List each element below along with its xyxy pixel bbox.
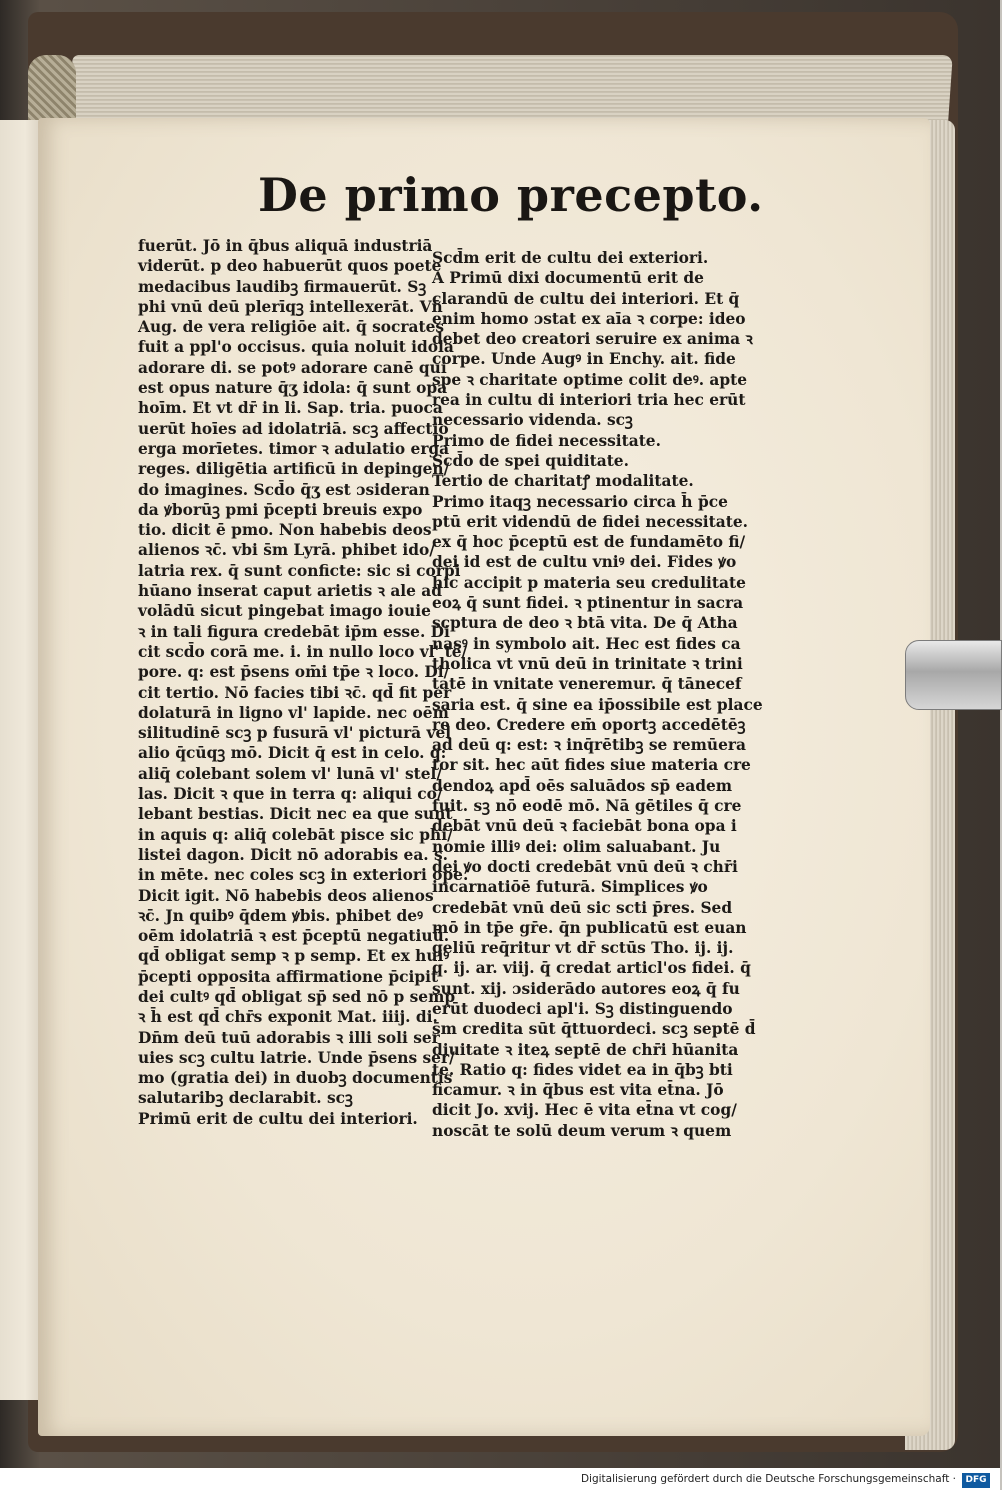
text-line: rea in cultu di interiori tria hec erūt xyxy=(432,391,746,410)
text-line: adorare di. se potꝰ adorare canē qui xyxy=(138,358,447,377)
text-line: fuit a ppl'o occisus. quia noluit idola xyxy=(138,338,454,357)
text-column-left xyxy=(138,236,469,1129)
text-line: tatē in vnitate veneremur. q̄ tānecef xyxy=(432,675,742,694)
text-line: corpe. Unde Augꝰ in Enchy. ait. fide xyxy=(432,350,736,369)
text-line: scptura de deo ꝛ btā vita. De q̄ Atha xyxy=(432,614,738,633)
text-line: in aquis q: aliq̄ colebāt pisce sic phi/ xyxy=(138,825,453,844)
text-line: uerūt hoīes ad idolatriā. scꝫ affectio xyxy=(138,419,449,438)
text-line: dei ꝟo docti credebāt vnū deū ꝛ chr̄i xyxy=(432,857,738,876)
text-line: enim homo ɔstat ex aīa ꝛ corpe: ideo xyxy=(432,309,746,328)
text-line: Primo itaqꝫ necessario circa h̄ p̄ce xyxy=(432,492,728,511)
text-line: qd̄ obligat semp ꝛ p semp. Et ex huiꝰ xyxy=(138,947,450,966)
text-line: incarnatiōē futurā. Simplices ꝟo xyxy=(432,878,708,897)
text-line: hoīm. Et vt dr̄ in li. Sap. tria. puoca xyxy=(138,399,443,418)
text-line: volādū sicut pingebat imago iouie xyxy=(138,602,431,621)
text-line: dendoꝝ apd̄ oēs saluādos sp̄ eadem xyxy=(432,776,733,795)
text-line: oēm idolatriā ꝛ est p̄ceptū negatiuū. xyxy=(138,927,450,946)
footer-credit: Digitalisierung gefördert durch die Deutsche Forschungsgemeinschaft · xyxy=(580,1473,956,1485)
text-line: clarandū de cultu dei interiori. Et q̄ xyxy=(432,289,740,308)
text-line: ficamur. ꝛ in q̄bus est vita et̄na. Jō xyxy=(432,1081,724,1100)
text-line: est opus nature q̄ʒ idola: q̄ sunt opa xyxy=(138,379,448,398)
text-line: erūt duodeci apl'i. Sꝫ distinguendo xyxy=(432,999,733,1018)
text-line: tor sit. hec aūt fides siue materia cre xyxy=(432,756,751,775)
text-line: mō in tp̄e gr̄e. q̄n publicatū est euan xyxy=(432,918,747,937)
text-line: reges. diligētia artificū in depingen/ xyxy=(138,460,450,479)
text-line: sunt. xij. ɔsiderādo autores eoꝝ q̄ fu xyxy=(432,979,740,998)
digitization-footer xyxy=(0,1468,1000,1490)
text-line: latria rex. q̄ sunt conficte: sic si corpi xyxy=(138,561,461,580)
text-line: pore. q: est p̄sens om̄i tp̄e ꝛ loco. Di/ xyxy=(138,663,450,682)
text-line: dei id est de cultu vniꝰ dei. Fides ꝟo xyxy=(432,553,737,572)
text-line: tio. dicit ē pmo. Non habebis deos xyxy=(138,521,432,540)
text-line: hūano inserat caput arietis ꝛ ale ad xyxy=(138,582,443,601)
text-line: las. Dicit ꝛ que in terra q: aliqui co/ xyxy=(138,785,443,804)
text-line: s̄m credita sūt q̄ttuordeci. scꝫ septē d̄ xyxy=(432,1020,756,1039)
left-page-edge xyxy=(0,120,42,1400)
text-line: silitudinē scꝫ p fusurā vl' picturā vel xyxy=(138,724,452,743)
text-line: erga morīetes. timor ꝛ adulatio erga xyxy=(138,439,450,458)
text-line: mo (gratia dei) in duobꝫ documentis xyxy=(138,1069,453,1088)
text-line: Dicit igit. Nō habebis deos alienos xyxy=(138,886,434,905)
text-line: tholica vt vnū deū in trinitate ꝛ trini xyxy=(432,654,743,673)
text-line: cit scd̄o corā me. i. in nullo loco vl' tē/ xyxy=(138,642,468,661)
text-line: phi vnū deū plerīqꝫ intellexerāt. Vn̄ xyxy=(138,297,443,316)
bookmark-ribbon xyxy=(28,55,76,125)
text-line: nasꝰ in symbolo ait. Hec est fides ca xyxy=(432,634,741,653)
text-line: lebant bestias. Dicit nec ea que sunt xyxy=(138,805,453,824)
text-line: A Primū dixi documentū erit de xyxy=(432,269,704,288)
text-line: dicit Jo. xvij. Hec ē vita et̄na vt cog/ xyxy=(432,1101,737,1120)
text-line: dei cultꝰ qd̄ obligat sp̄ sed nō p semp xyxy=(138,987,456,1006)
text-line: te. Ratio q: fides videt ea in q̄bꝫ bti xyxy=(432,1060,733,1079)
text-line: cit tertio. Nō facies tibi ꝛc̄. qd̄ fit per xyxy=(138,683,452,702)
text-line: do imagines. Scd̄o q̄ʒ est ɔsideran xyxy=(138,480,430,499)
text-line: listei dagon. Dicit nō adorabis ea. s. xyxy=(138,845,449,864)
text-line: fuerūt. Jō in q̄bus aliquā industriā xyxy=(138,237,433,255)
text-line: necessario videnda. scꝫ xyxy=(432,411,633,430)
text-line: ꝛ in tali figura credebāt ip̄m esse. Di xyxy=(138,622,450,641)
text-line: ꝛc̄. Jn quibꝰ q̄dem ꝟbis. phibet deꝰ xyxy=(138,906,423,925)
text-line: ex q̄ hoc p̄ceptū est de fundamēto fi/ xyxy=(432,533,746,552)
text-line: diuitate ꝛ iteꝝ septē de chr̄i hūanita xyxy=(432,1040,739,1059)
text-line: spe ꝛ charitate optime colit deꝰ. apte xyxy=(432,370,748,389)
text-line: debāt vnū deū ꝛ faciebāt bona opa i xyxy=(432,817,737,836)
text-line: debet deo creatori seruire ex anima ꝛ xyxy=(432,330,753,349)
text-line: Scd̄o de spei quiditate. xyxy=(432,451,629,470)
text-line: credebāt vnū deū sic scti p̄res. Sed xyxy=(432,898,733,917)
text-line: in mēte. nec coles scꝫ in exteriori ope. xyxy=(138,866,469,885)
text-line: hic accipit p materia seu credulitate xyxy=(432,573,746,592)
text-line: q. ij. ar. viij. q̄ credat articl'os fidei. q̄ xyxy=(432,959,751,978)
text-line: geliū req̄ritur vt dr̄ sctūs Tho. ij. ij. xyxy=(432,939,734,958)
text-line: da ꝟborūꝫ pmi p̄cepti breuis expo xyxy=(138,500,423,519)
text-line: re deo. Credere em̄ oportꝫ accedētēꝫ xyxy=(432,715,746,734)
text-line: viderūt. p deo habuerūt quos poete xyxy=(138,257,442,276)
text-line: uies scꝫ cultu latrie. Unde p̄sens ser/ xyxy=(138,1048,455,1067)
book-clasp xyxy=(905,640,1002,710)
text-line: salutaribꝫ declarabit. scꝫ xyxy=(138,1089,353,1108)
text-line: ptū erit videndū de fidei necessitate. xyxy=(432,512,748,531)
dfg-logo: DFG xyxy=(962,1473,990,1488)
text-line: Aug. de vera religiōe ait. q̄ socrates xyxy=(138,318,445,337)
text-line: p̄cepti opposita affirmatione p̄cipit xyxy=(138,967,439,986)
text-line: medacibus laudibꝫ firmauerūt. Sꝫ xyxy=(138,277,427,296)
text-line: aliq̄ colebant solem vl' lunā vl' stel/ xyxy=(138,764,442,783)
text-line: Primū erit de cultu dei interiori. xyxy=(138,1109,418,1128)
text-line: Tertio de charitatꝭ modalitate. xyxy=(432,472,694,491)
text-line: fuit. sꝫ nō eodē mō. Nā gētiles q̄ cre xyxy=(432,797,742,816)
text-line: dolaturā in ligno vl' lapide. nec oēm xyxy=(138,703,449,722)
text-line: alio q̄cūqꝫ mō. Dicit q̄ est in celo. q: xyxy=(138,744,447,763)
page-title: De primo precepto. xyxy=(258,168,764,222)
text-line: ꝛ h̄ est qd̄ chr̄s exponit Mat. iiij. di. xyxy=(138,1008,438,1027)
text-line: Scd̄m erit de cultu dei exteriori. xyxy=(432,249,709,267)
text-line: nomie illiꝰ dei: olim saluabant. Ju xyxy=(432,837,721,856)
text-line: eoꝝ q̄ sunt fidei. ꝛ ptinentur in sacra xyxy=(432,594,744,613)
text-line: noscāt te solū deum verum ꝛ quem xyxy=(432,1121,732,1140)
text-line: Dn̄m deū tuū adorabis ꝛ illi soli ser xyxy=(138,1028,440,1047)
text-line: alienos ꝛc̄. vbi s̄m Lyrā. phibet ido/ xyxy=(138,541,435,560)
text-line: ad deū q: est: ꝛ inq̄rētibꝫ se remūera xyxy=(432,736,746,755)
text-line: Primo de fidei necessitate. xyxy=(432,431,661,450)
text-line: saria est. q̄ sine ea ip̄ossibile est place xyxy=(432,695,763,714)
text-column-right xyxy=(432,248,772,1141)
